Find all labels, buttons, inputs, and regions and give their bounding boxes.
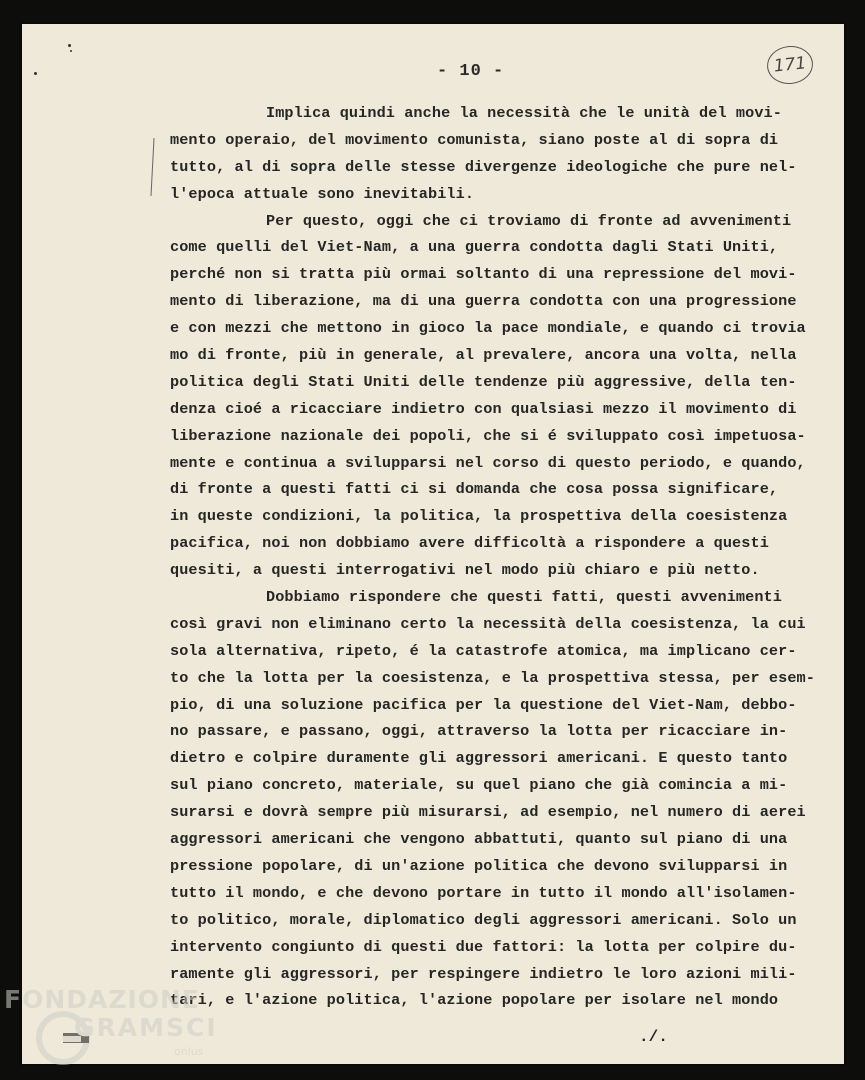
text-line: pio, di una soluzione pacifica per la questione del Viet-Nam, debbo- xyxy=(170,695,797,714)
document-page xyxy=(22,24,844,1064)
text-line: in queste condizioni, la politica, la prospettiva della coesistenza xyxy=(170,507,788,526)
continuation-mark: ./. xyxy=(639,1028,668,1046)
text-line: di fronte a questi fatti ci si domanda che cosa possa significare, xyxy=(170,480,779,499)
text-line: mente e continua a svilupparsi nel corso di questo periodo, e quando, xyxy=(170,453,806,472)
text-line: come quelli del Viet-Nam, a una guerra condotta dagli Stati Uniti, xyxy=(170,238,779,257)
text-line: mento operaio, del movimento comunista, siano poste al di sopra di xyxy=(170,130,779,149)
text-line: mo di fronte, più in generale, al prevalere, ancora una volta, nella xyxy=(170,346,797,365)
text-line: pressione popolare, di un'azione politica che devono svilupparsi in xyxy=(170,856,788,875)
text-line: quesiti, a questi interrogativi nel modo più chiaro e più netto. xyxy=(170,561,760,580)
text-line: no passare, e passano, oggi, attraverso la lotta per ricacciare in- xyxy=(170,722,788,741)
text-line: dietro e colpire duramente gli aggressori americani. E questo tanto xyxy=(170,749,788,768)
body-text xyxy=(170,100,840,1014)
paper-speck xyxy=(68,44,71,47)
text-line: denza cioé a ricacciare indietro con qualsiasi mezzo il movimento di xyxy=(170,399,797,418)
text-line: to politico, morale, diplomatico degli aggressori americani. Solo un xyxy=(170,910,797,929)
text-line: to che la lotta per la coesistenza, e la prospettiva stessa, per esem- xyxy=(170,668,815,687)
text-line: mento di liberazione, ma di una guerra condotta con una progressione xyxy=(170,292,797,311)
text-line: e con mezzi che mettono in gioco la pace mondiale, e quando ci trovia xyxy=(170,319,806,338)
page-number: - 10 - xyxy=(437,62,505,81)
text-line: l'epoca attuale sono inevitabili. xyxy=(170,184,475,203)
text-line: aggressori americani che vengono abbattuti, quanto sul piano di una xyxy=(170,830,788,849)
paper-speck xyxy=(70,50,72,52)
text-line: intervento congiunto di questi due fattori: la lotta per colpire du- xyxy=(170,937,797,956)
text-line: liberazione nazionale dei popoli, che si é sviluppato così impetuosa- xyxy=(170,426,806,445)
text-line: pacifica, noi non dobbiamo avere difficoltà a rispondere a questi xyxy=(170,534,769,553)
text-line: politica degli Stati Uniti delle tendenze più aggressive, della ten- xyxy=(170,372,797,391)
watermark-subtitle: GRAMSCI xyxy=(74,1013,218,1042)
margin-pencil-mark xyxy=(150,138,154,196)
archive-number-stamp: 171 xyxy=(765,44,815,87)
text-line: tari, e l'azione politica, l'azione popolare per isolare nel mondo xyxy=(170,991,779,1010)
text-line: tutto, al di sopra delle stesse divergenze ideologiche che pure nel- xyxy=(170,157,797,176)
text-line: sola alternativa, ripeto, é la catastrofe atomica, ma implicano cer- xyxy=(170,641,797,660)
text-line: così gravi non eliminano certo la necessità della coesistenza, la cui xyxy=(170,614,806,633)
watermark-title: FONDAZIONE xyxy=(4,985,201,1014)
text-line: Per questo, oggi che ci troviamo di fronte ad avvenimenti xyxy=(266,211,792,230)
text-line: tutto il mondo, e che devono portare in tutto il mondo all'isolamen- xyxy=(170,883,797,902)
watermark-tag: onlus xyxy=(174,1045,204,1058)
paper-speck xyxy=(34,72,37,75)
text-line: Dobbiamo rispondere che questi fatti, questi avvenimenti xyxy=(266,588,782,607)
text-line: perché non si tratta più ormai soltanto di una repressione del movi- xyxy=(170,265,797,284)
text-line: ramente gli aggressori, per respingere indietro le loro azioni mili- xyxy=(170,964,797,983)
text-line: sul piano concreto, materiale, su quel piano che già comincia a mi- xyxy=(170,776,788,795)
text-line: surarsi e dovrà sempre più misurarsi, ad esempio, nel numero di aerei xyxy=(170,803,806,822)
fondazione-gramsci-watermark xyxy=(4,985,234,1075)
text-line: Implica quindi anche la necessità che le unità del movi- xyxy=(266,104,782,122)
